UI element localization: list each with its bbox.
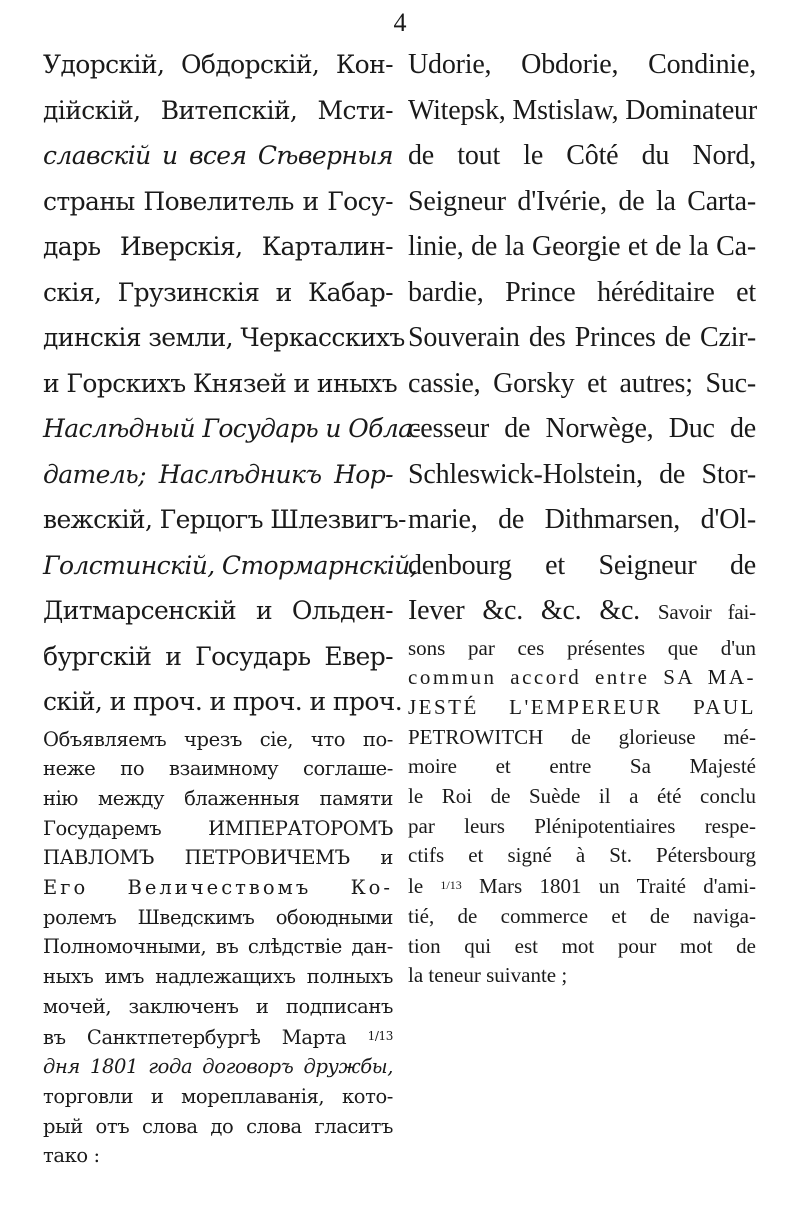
russian-title-line: славскій и всея Сѣверныя (43, 141, 393, 170)
russian-body-line: торговли и мореплаванія, кото- (43, 1084, 393, 1108)
russian-title-line: дійскій, Витепскій, Мсти- (43, 95, 393, 125)
french-title-line: Iever &c. &c. &c. (408, 595, 640, 626)
french-body-line: par leurs Plénipotentiaires respe- (408, 813, 756, 838)
russian-body-line: въ Санктпетербургѣ Марта (43, 1025, 347, 1049)
french-title-line: Schleswick-Holstein, de Stor- (408, 458, 756, 490)
french-body-line-with-date (408, 871, 756, 902)
french-title-tail: Savoir fai- (657, 600, 756, 624)
french-body-line: commun accord entre SA MA- (408, 665, 756, 690)
date-fraction: 1/13 (440, 878, 462, 893)
russian-title-line: Удорскій, Обдорскій, Кон- (43, 50, 393, 79)
russian-title-line: скія, Грузинскія и Кабар- (43, 277, 393, 307)
french-body-line: sons par ces présentes que d'un (408, 635, 756, 660)
russian-title-line: страны Повелитель и Госу- (43, 186, 393, 216)
russian-title-line: скій, и проч. и проч. и проч. (43, 687, 403, 716)
russian-body-line: мочей, заключенъ и подписанъ (43, 994, 393, 1018)
russian-body-block (43, 725, 393, 1172)
russian-body-line: ролемъ Шведскимъ обоюдными (43, 905, 393, 929)
russian-body-line: дня 1801 года договоръ дружбы, (43, 1055, 393, 1079)
french-title-line: marie, de Dithmarsen, d'Ol- (408, 504, 756, 535)
french-title-line-with-tail (408, 588, 756, 634)
french-body-line: JESTÉ L'EMPEREUR PAUL (408, 694, 756, 719)
french-column (408, 42, 756, 991)
french-body-line: PETROWITCH de glorieuse mé- (408, 724, 756, 749)
russian-title-line: Наслѣдный Государь и Обла- (43, 414, 421, 443)
russian-body-line-with-date (43, 1022, 393, 1053)
russian-title-line: и Горскихъ Князей и иныхъ (43, 368, 398, 398)
russian-title-line: бургскій и Государь Евер- (43, 641, 393, 671)
french-body-line: la teneur suivante ; (408, 963, 568, 988)
russian-title-line: дарь Иверскія, Карталин- (43, 232, 393, 261)
french-body-line: tié, de commerce et de naviga- (408, 903, 756, 928)
russian-body-line: неже по взаимному соглаше- (43, 757, 393, 781)
russian-body-line: ныхъ имъ надлежащихъ полныхъ (43, 965, 393, 989)
french-title-line: Udorie, Obdorie, Condinie, (408, 49, 756, 80)
russian-title-line: Дитмарсенскій и Ольден- (43, 596, 393, 625)
french-title-line: denbourg et Seigneur de (408, 549, 756, 581)
french-title-line: Souverain des Princes de Czir- (408, 322, 756, 353)
russian-body-line: тако : (43, 1144, 100, 1168)
french-body-line: moire et entre Sa Majesté (408, 754, 756, 779)
russian-body-line: рый отъ слова до слова гласитъ (43, 1114, 393, 1138)
russian-body-line: Его Величествомъ Ко- (43, 876, 393, 900)
french-title-block (408, 42, 756, 634)
french-body-line: tion qui est mot pour mot de (408, 933, 756, 958)
french-title-line: cassie, Gorsky et autres; Suc- (408, 367, 756, 399)
french-body-line: ctifs et signé à St. Pétersbourg (408, 843, 756, 868)
russian-title-line: вежскій, Герцогъ Шлезвигъ- (43, 505, 406, 534)
date-fraction: 1/13 (367, 1028, 393, 1043)
russian-body-line: Государемъ ИМПЕРАТОРОМЪ (43, 816, 393, 840)
russian-title-line: датель; Наслѣдникъ Нор- (43, 459, 393, 489)
french-body-line: le Roi de Suède il a été conclu (408, 784, 756, 809)
date-prefix: le (408, 874, 424, 899)
russian-body-line: нію между блаженныя памяти (43, 786, 393, 810)
french-title-line: Seigneur d'Ivérie, de la Carta- (408, 185, 756, 217)
russian-body-line: Полномочными, въ слѣдствіе дан- (43, 935, 393, 959)
russian-body-line: Объявляемъ чрезъ сіе, что по- (43, 727, 393, 751)
french-body-block (408, 634, 756, 991)
russian-title-block (43, 42, 421, 725)
page-number: 4 (393, 8, 407, 37)
russian-title-line: динскія земли, Черкасскихъ (43, 323, 405, 352)
french-title-line: bardie, Prince héréditaire et (408, 276, 756, 308)
french-title-line: Witepsk, Mstislaw, Dominateur (408, 94, 757, 126)
french-body-line: Mars 1801 un Traité d'ami- (479, 874, 757, 899)
french-title-line: cesseur de Norwège, Duc de (408, 413, 756, 444)
russian-body-line: ПАВЛОМЪ ПЕТРОВИЧЕМЪ и (43, 846, 393, 870)
french-title-line: de tout le Côté du Nord, (408, 140, 756, 171)
french-title-line: linie, de la Georgie et de la Ca- (408, 231, 756, 262)
russian-title-line: Голстинскій, Стормарнскій, (43, 550, 418, 580)
